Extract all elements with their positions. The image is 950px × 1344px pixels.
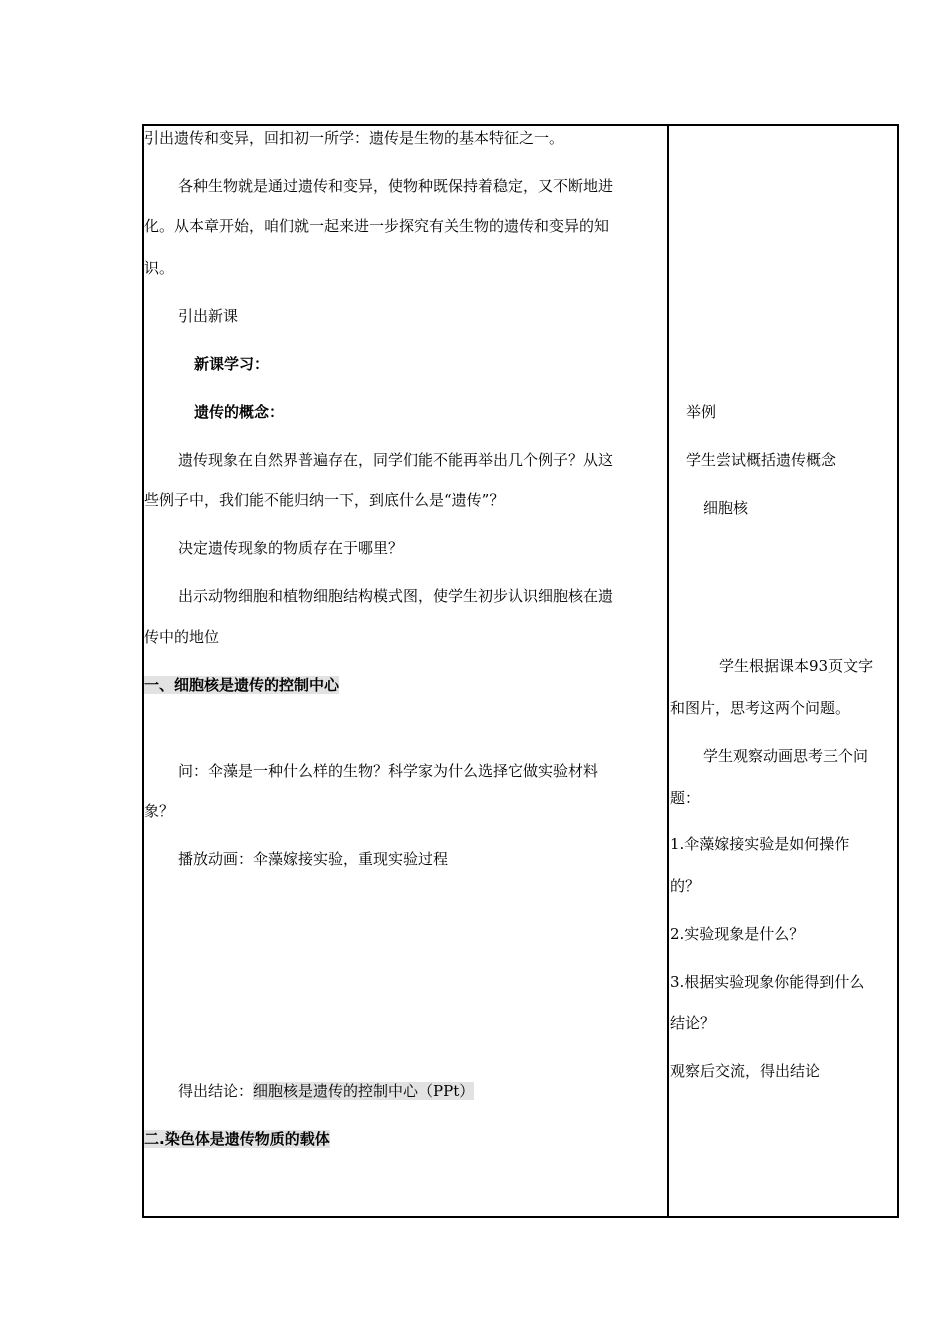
show-diagram-line-2: 传中的地位 bbox=[144, 628, 220, 646]
question-1-line-2: 的？ bbox=[670, 877, 701, 895]
play-animation: 播放动画：伞藻嫁接实验，重现实验过程 bbox=[178, 850, 449, 868]
nucleus-answer: 细胞核 bbox=[703, 499, 749, 517]
question-examples-line-1: 遗传现象在自然界普遍存在，同学们能不能再举出几个例子？从这 bbox=[178, 451, 614, 469]
new-lesson-intro: 引出新课 bbox=[178, 307, 239, 325]
section1-heading bbox=[144, 675, 339, 695]
conclusion-label: 得出结论： bbox=[178, 1082, 254, 1100]
intro-line: 引出遗传和变异，回扣初一所学：遗传是生物的基本特征之一。 bbox=[144, 129, 565, 147]
concept-heading: 遗传的概念： bbox=[194, 403, 285, 421]
conclusion-line bbox=[178, 1081, 474, 1101]
question-material: 决定遗传现象的物质存在于哪里？ bbox=[178, 539, 404, 557]
textbook-line-2: 和图片，思考这两个问题。 bbox=[670, 699, 851, 717]
section1-heading-text: 一、细胞核是遗传的控制中心 bbox=[144, 676, 340, 694]
question-2: 2.实验现象是什么？ bbox=[670, 925, 805, 943]
discuss-conclusion: 观察后交流，得出结论 bbox=[670, 1062, 821, 1080]
observe-line-2: 题： bbox=[670, 789, 701, 807]
section2-heading-text: 二.染色体是遗传物质的载体 bbox=[144, 1130, 330, 1148]
question-algae-line-1: 问：伞藻是一种什么样的生物？科学家为什么选择它做实验材料 bbox=[178, 762, 599, 780]
conclusion-text: 细胞核是遗传的控制中心（PPt） bbox=[253, 1082, 475, 1100]
question-examples-line-2: 些例子中，我们能不能归纳一下，到底什么是“遗传”？ bbox=[144, 491, 505, 509]
textbook-line-1: 学生根据课本93页文字 bbox=[719, 657, 874, 675]
question-1-line-1: 1.伞藻嫁接实验是如何操作 bbox=[670, 835, 850, 853]
section2-heading bbox=[144, 1129, 330, 1149]
para-evolution-line-1: 各种生物就是通过遗传和变异，使物种既保持着稳定，又不断地进 bbox=[178, 177, 614, 195]
summarize-concept: 学生尝试概括遗传概念 bbox=[686, 451, 837, 469]
question-3-line-1: 3.根据实验现象你能得到什么 bbox=[670, 973, 865, 991]
show-diagram-line-1: 出示动物细胞和植物细胞结构模式图，使学生初步认识细胞核在遗 bbox=[178, 587, 614, 605]
question-3-line-2: 结论？ bbox=[670, 1014, 716, 1032]
para-evolution-line-2: 化。从本章开始，咱们就一起来进一步探究有关生物的遗传和变异的知 bbox=[144, 217, 610, 235]
new-lesson-heading: 新课学习： bbox=[194, 355, 270, 373]
question-algae-line-2: 象？ bbox=[144, 802, 175, 820]
column-divider bbox=[667, 124, 669, 1218]
para-evolution-line-3: 识。 bbox=[144, 259, 175, 277]
give-examples: 举例 bbox=[686, 403, 717, 421]
observe-line-1: 学生观察动画思考三个问 bbox=[703, 747, 869, 765]
